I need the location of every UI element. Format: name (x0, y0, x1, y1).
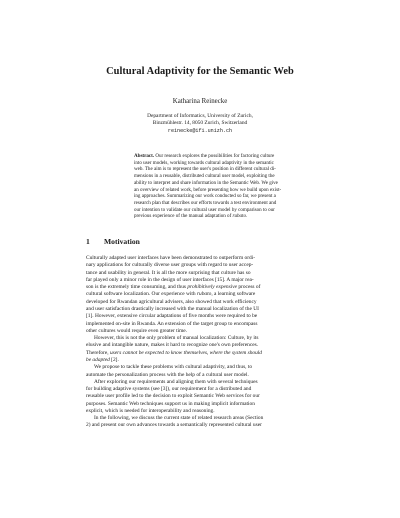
body-line: far played only a minor role in the design of user interfaces [15]. A major rea- (86, 276, 254, 283)
body-line: Culturally adapted user interfaces have been demonstrated to outperform ordi- (86, 255, 255, 261)
body-line: 2) and present our own advances towards a semantically represented cultural user (86, 422, 262, 429)
body-line: developed for Rwandan agricultural advisers, also showed that work efficiency (86, 298, 257, 305)
body-line: We propose to tackle these problems with cultural adaptivity, and thus, to (94, 364, 253, 371)
abstract-line: ing approaches. Summarizing our work conducted so far, we present a (134, 193, 276, 200)
body-line: explicit, which is needed for interoperability and reasoning. (86, 407, 215, 414)
section-number: 1 (86, 237, 90, 246)
abstract-line: into user models, working towards cultural adaptivity in the semantic (134, 159, 274, 166)
abstract-line: mensions in a reusable, distributed cultural user model, exploiting the (134, 173, 275, 180)
body-line: son is the extremely time consuming, and thus prohibitively expensive process of (86, 284, 261, 291)
affiliation-line: Binzmühlestr. 14, 8050 Zurich, Switzerland (152, 120, 248, 127)
abstract-line: Abstract. Our research explores the possibilities for factoring culture (134, 153, 275, 159)
paper-title: Cultural Adaptivity for the Semantic Web (106, 66, 294, 77)
body-line: [1]. However, extensive circular adaptations of five months were required to be (86, 313, 258, 320)
abstract (134, 153, 313, 220)
body-line: cultural software localization. Our experience with rubato, a learning software (86, 291, 256, 298)
body-line: reusable user profile led to the decision to exploit Semantic Web services for our (86, 393, 260, 400)
body-line: purposes. Semantic Web techniques support us in making implicit information (86, 400, 255, 407)
abstract-label: Abstract. (134, 153, 155, 159)
body-line: for building adaptive systems (see [3]), our requirement for a distributed and (86, 386, 252, 393)
body-line: and user satisfaction drastically increased with the manual localization of the UI (86, 305, 259, 312)
author-name: Katharina Reinecke (172, 98, 228, 105)
body-line: nary applications for culturally diverse user groups with regard to user accep- (86, 262, 254, 269)
abstract-line: web. The aim is to represent the user's position in different cultural di- (134, 166, 276, 173)
body-line: Therefore, users cannot be expected to know themselves, where the system should (86, 349, 262, 356)
section-title: Motivation (104, 237, 140, 246)
body-text (86, 255, 318, 430)
body-line: However, this is not the only problem of manual localization: Culture, by its (94, 335, 259, 342)
body-line: In the following, we discuss the current state of related research areas (Section (94, 415, 264, 422)
abstract-line: previous experience of the manual adaptation of rubato. (134, 213, 248, 220)
body-line: automate the personalization process with the help of a cultural user model. (86, 371, 249, 378)
body-line: implemented on-site in Rwanda. An extension of the target group to encompass (86, 320, 258, 327)
body-line: After exploring our requirements and aligning them with several techniques (94, 378, 258, 385)
body-line: other cultures would require even greater time. (86, 327, 188, 334)
body-line: be adapted [2]. (86, 356, 119, 363)
body-line: elusive and intangible nature, makes it hard to recognize one's own preferences. (86, 342, 259, 349)
abstract-line: research plan that describes our efforts towards a test environment and (134, 200, 277, 207)
affiliation-line: Department of Informatics, University of Zurich, (147, 113, 253, 119)
abstract-line: ability to interpret and share information in the Semantic Web. We give (134, 179, 278, 186)
abstract-line: an overview of related work, before presenting how we build upon exist- (134, 186, 282, 193)
body-line: tance and usability in general. It is all the more surprising that culture has so (86, 269, 251, 276)
author-email: reinecke@ifi.unizh.ch (167, 127, 233, 134)
author-affiliation (0, 113, 400, 135)
abstract-line: our intention to validate our cultural user model by comparison to our (134, 206, 275, 213)
section-heading (86, 237, 140, 246)
